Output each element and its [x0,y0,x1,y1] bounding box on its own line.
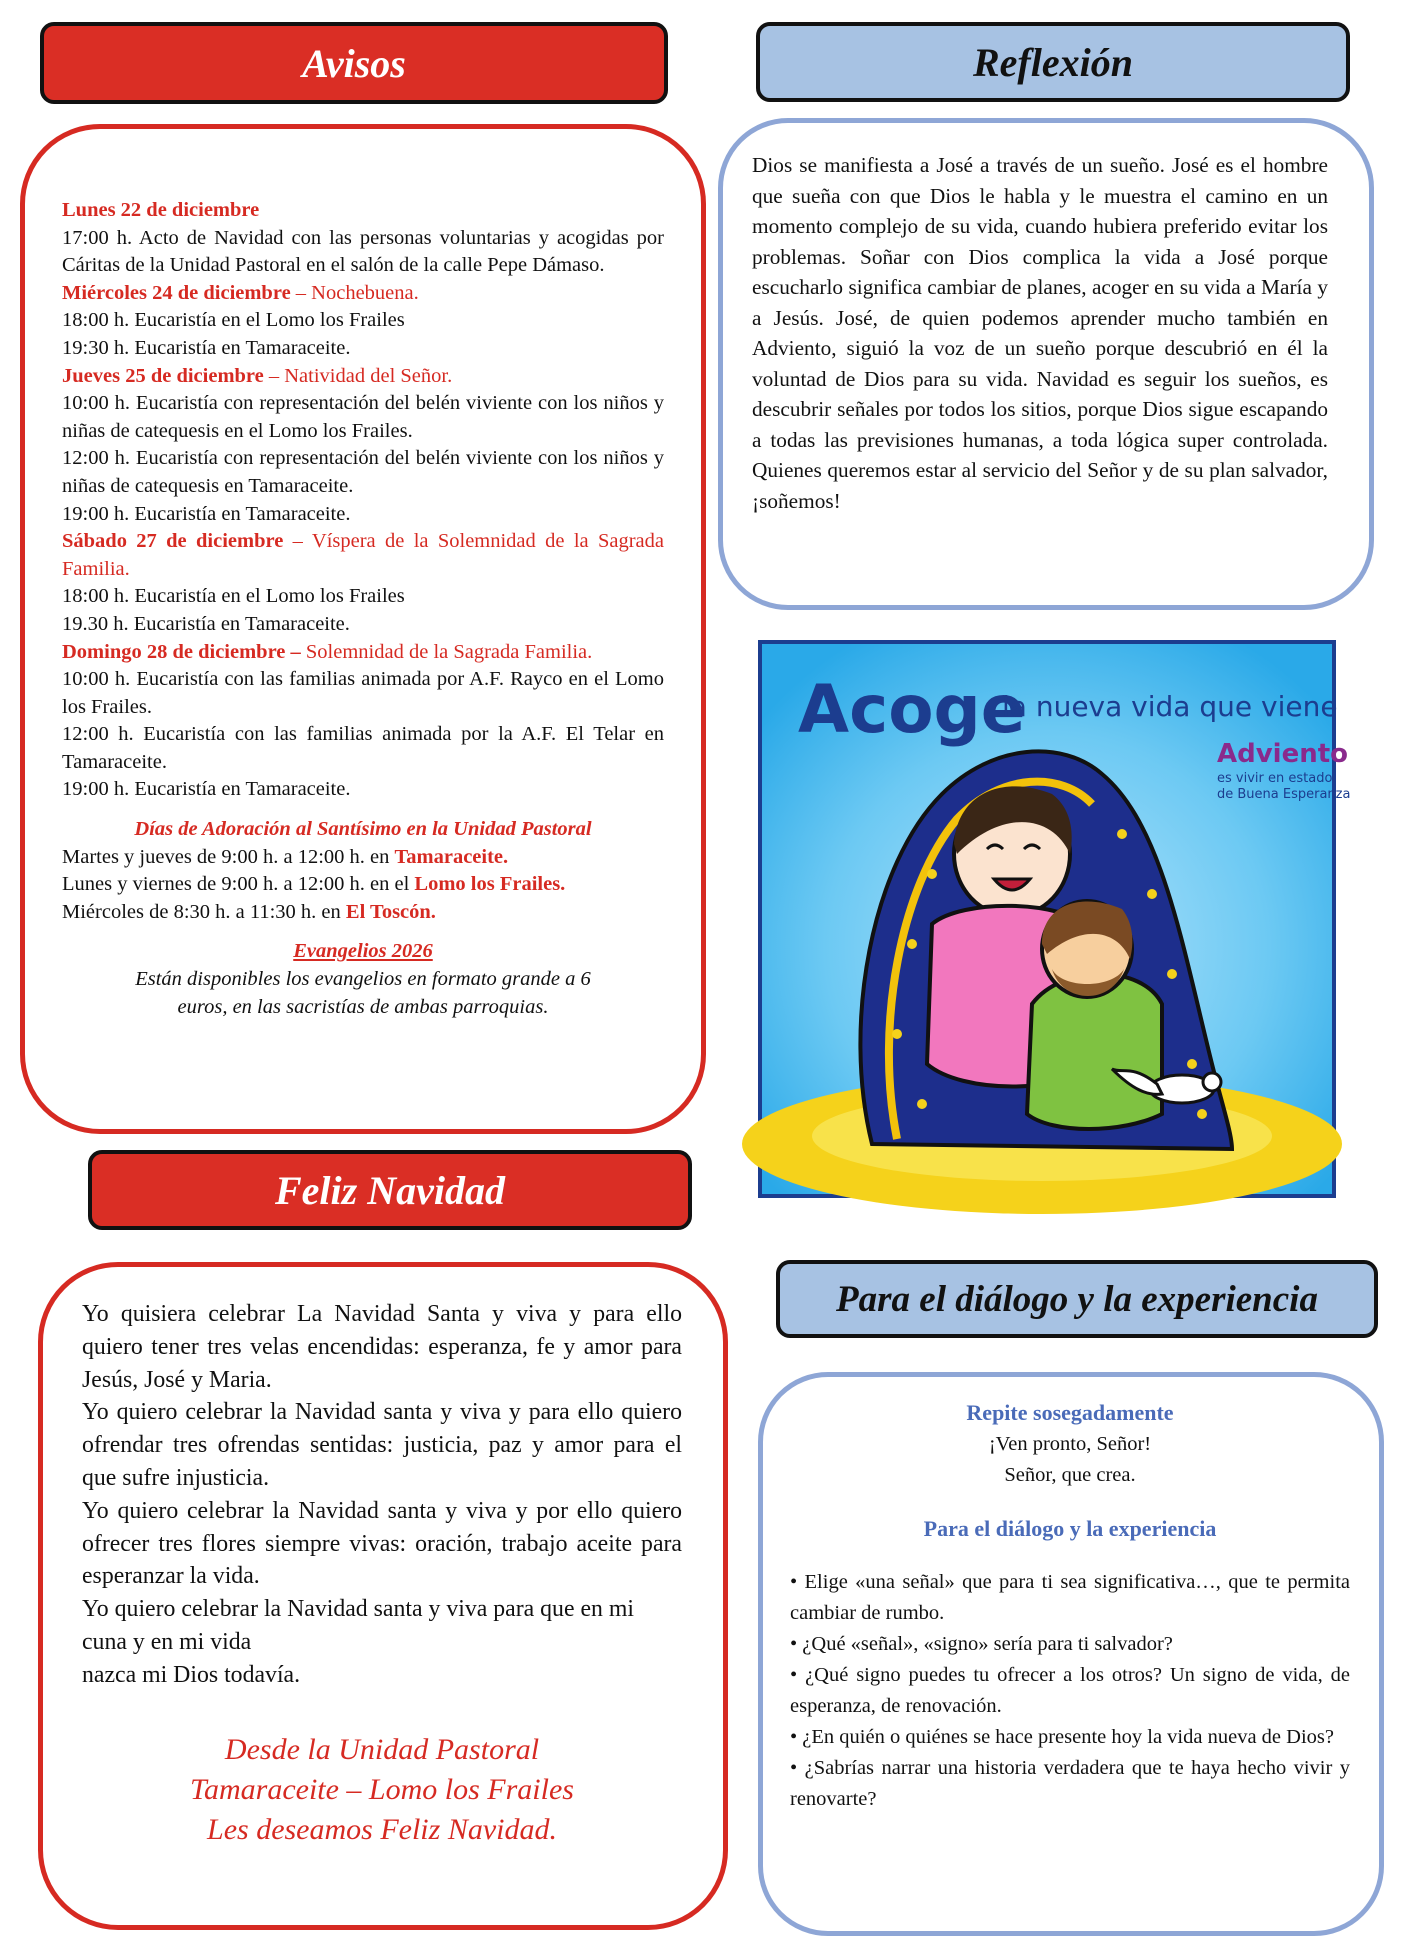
closing-line: Les deseamos Feliz Navidad. [207,1812,557,1846]
navidad-paragraph: Yo quiero celebrar la Navidad santa y viva para que en mi cuna y en mi vida [82,1596,634,1655]
adoracion-place: Lomo los Frailes. [414,873,566,896]
event-line: 19:00 h. Eucaristía en Tamaraceite. [62,502,351,525]
dialogo-bullet: • ¿Qué signo puedes tu ofrecer a los otros? Un signo de vida, de esperanza, de renovación. [790,1664,1350,1718]
adoracion-text: Lunes y viernes de 9:00 h. a 12:00 h. en el [62,873,415,896]
brand-text: Adviento [1217,739,1349,769]
dialogo-bullets [790,1567,1350,1815]
adoracion-place: El Toscón. [345,900,436,923]
reflexion-title: Reflexión [973,39,1133,85]
acoge-illustration [758,640,1351,1198]
event-line: 10:00 h. Eucaristía con representación del belén viviente con los niños y niñas de catequesis en el Lomo los Frailes. [62,392,664,442]
dialogo-header [776,1260,1378,1338]
adoracion-row [62,844,664,872]
adoracion-section [62,816,664,926]
event-1 [62,197,664,280]
evangelios-title: Evangelios 2026 [293,940,433,963]
evangelios-section [62,938,664,1021]
illustration-art [762,644,1351,1194]
navidad-title: Feliz Navidad [275,1167,505,1213]
adoracion-row [62,899,664,927]
adoracion-title: Días de Adoración al Santísimo en la Unidad Pastoral [134,818,592,841]
adoracion-text: Miércoles de 8:30 h. a 11:30 h. en [62,900,346,923]
event-date: Miércoles 24 de diciembre [62,281,291,304]
navidad-content [82,1298,682,1850]
subtitle-2: de Buena Esperanza [1217,787,1351,802]
dialogo-title: Para el diálogo y la experiencia [836,1278,1318,1320]
dialogo-bullet: • Elige «una señal» que para ti sea significativa…, que te permita cambiar de rumbo. [790,1571,1350,1625]
event-line: 18:00 h. Eucaristía en el Lomo los Frailes [62,309,405,332]
closing-line: Desde la Unidad Pastoral [224,1732,540,1766]
event-date: Lunes 22 de diciembre [62,199,260,221]
repite-line: ¡Ven pronto, Señor! [988,1432,1152,1455]
avisos-content [62,197,664,1021]
event-suffix: – Nochebuena. [290,281,419,304]
event-4 [62,528,664,638]
event-5 [62,639,664,805]
adoracion-place: Tamaraceite. [394,845,509,868]
event-suffix: – Víspera de la Solemnidad de la Sagrada Familia. [62,530,664,580]
dialogo-content [790,1398,1350,1815]
tagline-text: la nueva vida que viene [1002,690,1338,723]
repite-title: Repite sosegadamente [966,1400,1174,1425]
evangelios-line: Están disponibles los evangelios en formato grande a 6 [135,968,591,991]
dialogo-subtitle: Para el diálogo y la experiencia [923,1516,1217,1542]
dialogo-bullet: • ¿Sabrías narrar una historia verdadera que te haya hecho vivir y renovarte? [790,1757,1350,1811]
avisos-header [40,22,668,104]
headline-text: Acoge [798,671,1026,748]
adoracion-row [62,871,664,899]
evangelios-line: euros, en las sacristías de ambas parroquias. [177,995,549,1018]
dialogo-bullet: • ¿Qué «señal», «signo» sería para ti salvador? [790,1633,1173,1656]
event-line: 19:30 h. Eucaristía en Tamaraceite. [62,336,351,359]
event-line: 10:00 h. Eucaristía con las familias animada por A.F. Rayco en el Lomo los Frailes. [62,668,664,718]
repite-line: Señor, que crea. [1004,1463,1136,1486]
subtitle-1: es vivir en estado [1217,771,1333,786]
event-suffix: – Natividad del Señor. [263,364,453,387]
event-3 [62,363,664,529]
dialogo-bullet: • ¿En quién o quiénes se hace presente hoy la vida nueva de Dios? [790,1726,1334,1749]
adoracion-text: Martes y jueves de 9:00 h. a 12:00 h. en [62,845,395,868]
event-date: Sábado 27 de diciembre [62,530,284,553]
event-line: 12:00 h. Eucaristía con representación del belén viviente con los niños y niñas de catequesis en Tamaraceite. [62,447,664,497]
navidad-paragraph: Yo quisiera celebrar La Navidad Santa y viva y para ello quiero tener tres velas encendidas: esperanza, fe y amor para Jesús, José y Maria. [82,1301,682,1393]
event-date: Jueves 25 de diciembre [62,364,264,387]
navidad-paragraph: Yo quiero celebrar la Navidad santa y viva y por ello quiero ofrecer tres flores siempre vivas: oración, trabajo aceite para esperanzar la vida. [82,1497,682,1590]
event-suffix: Solemnidad de la Sagrada Familia. [300,640,593,663]
event-line: 12:00 h. Eucaristía con las familias animada por la A.F. El Telar en Tamaraceite. [62,723,664,773]
reflexion-text: Dios se manifiesta a José a través de un sueño. José es el hombre que sueña con que Dios le habla y le muestra el camino en un momento complejo de su vida, cuando hubiera preferido evitar los problemas. Soñar con Dios complica la vida a José porque escucharlo significa cambiar de planes, acoger en su vida a María y a Jesús. José, de quien podemos aprender mucho también en Adviento, siguió la voz de un sueño porque descubrió en él la voluntad de Dios para su vida. Navidad es seguir los sueños, es descubrir señales por todos los sitios, porque Dios sigue escapando a todas las previsiones humanas, a toda lógica super controlada. Quienes queremos estar al servicio del Señor y de su plan salvador, ¡soñemos! [752,153,1328,513]
navidad-paragraph: nazca mi Dios todavía. [82,1661,301,1688]
event-line: 19:00 h. Eucaristía en Tamaraceite. [62,778,351,801]
navidad-closing [82,1730,682,1850]
reflexion-header [756,22,1350,102]
closing-line: Tamaraceite – Lomo los Frailes [190,1772,574,1806]
navidad-header [88,1150,692,1230]
event-line: 17:00 h. Acto de Navidad con las personas voluntarias y acogidas por Cáritas de la Unidad Pastoral en el salón de la calle Pepe Dámaso. [62,226,664,277]
navidad-paragraph: Yo quiero celebrar la Navidad santa y viva y para ello quiero ofrendar tres ofrendas sentidas: justicia, paz y amor para el que sufre injusticia. [82,1399,682,1491]
event-date: Domingo 28 de diciembre – [62,640,301,663]
avisos-title: Avisos [302,40,406,86]
event-line: 18:00 h. Eucaristía en el Lomo los Frailes [62,585,405,608]
event-2 [62,280,664,363]
event-line: 19.30 h. Eucaristía en Tamaraceite. [62,612,350,635]
